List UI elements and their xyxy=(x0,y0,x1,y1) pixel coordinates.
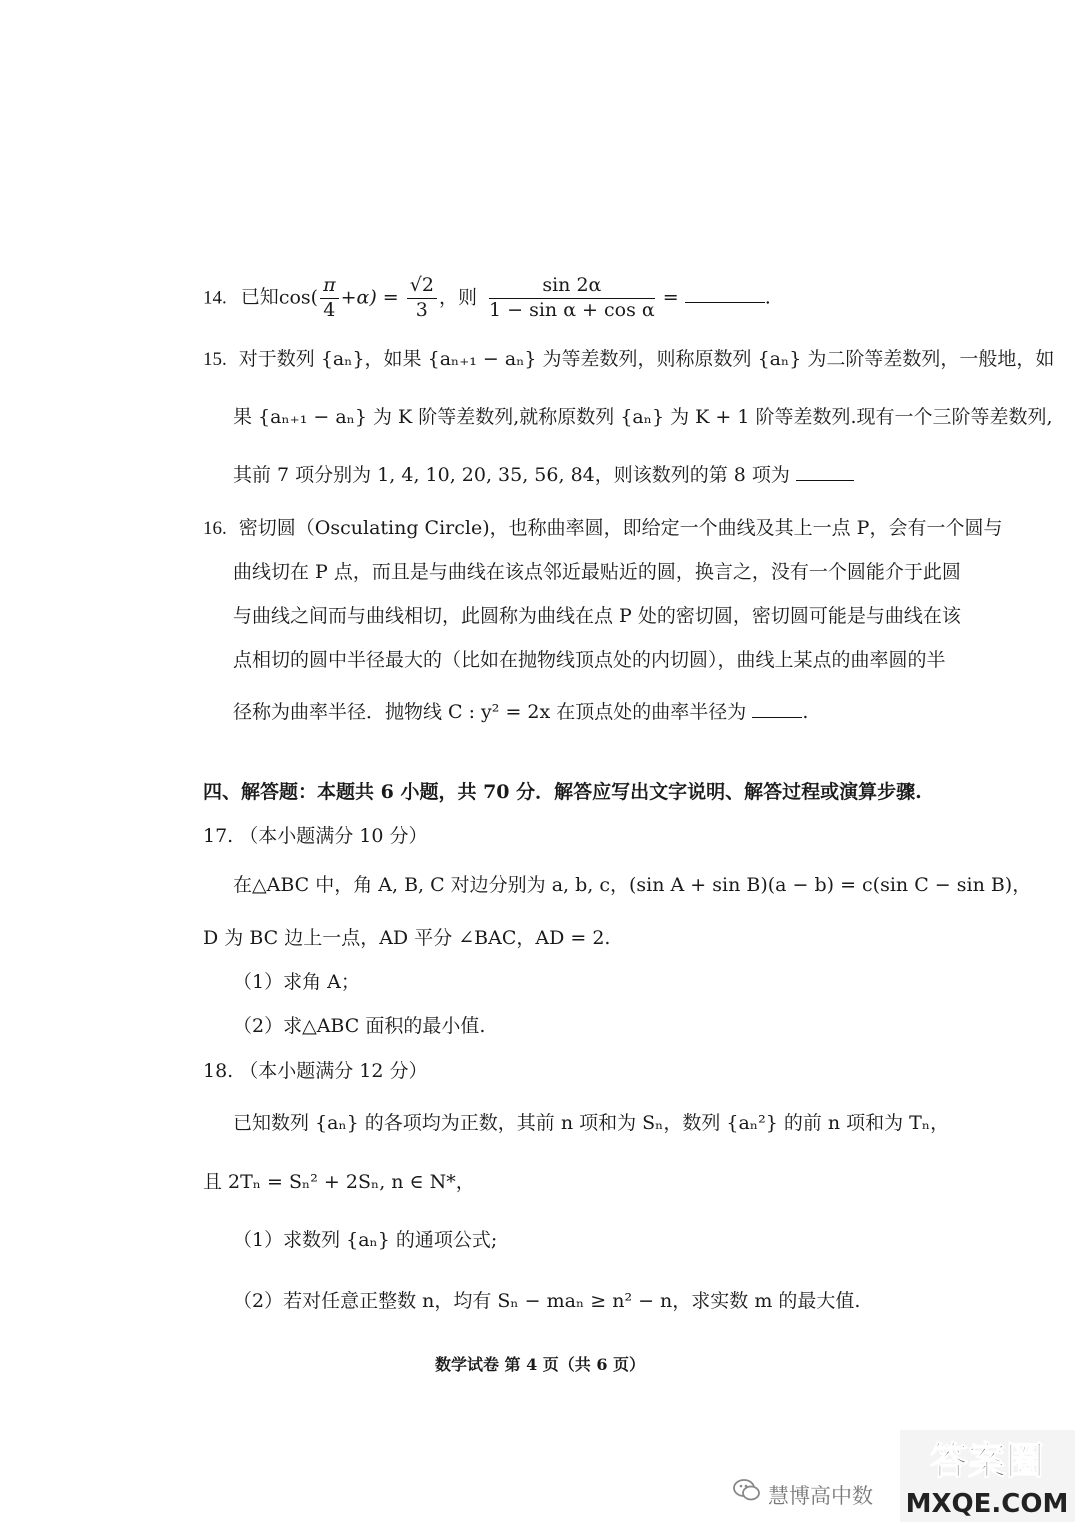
wechat-icon xyxy=(733,1478,761,1502)
svg-text:MXQE.COM: MXQE.COM xyxy=(905,1489,1069,1519)
q15-line3: 其前 7 项分别为 1, 4, 10, 20, 35, 56, 84，则该数列的第 8 项为 xyxy=(233,466,854,485)
mxqe-logo xyxy=(900,1430,1075,1522)
q18-line2: 且 2Tₙ = Sₙ² + 2Sₙ, n ∈ N*， xyxy=(203,1171,475,1193)
q17-line1: 在△ABC 中，角 A, B, C 对边分别为 a, b, c，(sin A + sin B)(a − b) = c(sin C − sin B)， xyxy=(233,874,1032,896)
q18-part1: （1）求数列 {aₙ} 的通项公式; xyxy=(233,1229,498,1251)
q16-line5: 径称为曲率半径．抛物线 C : y² = 2x 在顶点处的曲率半径为 . xyxy=(233,701,809,723)
q15-line1: 15. 对于数列 {aₙ}，如果 {aₙ₊₁ − aₙ} 为等差数列，则称原数列 {aₙ} 为二阶等差数列，一般地，如 xyxy=(203,348,1055,370)
q17-part1: （1）求角 A； xyxy=(233,971,360,993)
q16-line4: 点相切的圆中半径最大的（比如在抛物线顶点处的内切圆），曲线上某点的曲率圆的半 xyxy=(233,649,946,671)
pi-over-4: $\frac{\pi}{4}$ xyxy=(320,274,339,323)
q16-line3: 与曲线之间而与曲线相切，此圆称为曲线在点 P 处的密切圆，密切圆可能是与曲线在该 xyxy=(233,605,961,627)
answer-blank-16[interactable] xyxy=(752,716,802,718)
q17-part2: （2）求△ABC 面积的最小值. xyxy=(233,1015,486,1037)
q14: 14. 已知cos( $\frac{\pi}{4}$ +α) = $\frac{√2}{3}$ ，则 $\frac{\sin 2\alpha}{\text{1 − sin α + cos α}}$ = . xyxy=(203,274,771,321)
q15-line2: 果 {aₙ₊₁ − aₙ} 为 K 阶等差数列,就称原数列 {aₙ} 为 K + 1 阶等差数列.现有一个三阶等差数列, xyxy=(233,406,1053,428)
q18-line1: 已知数列 {aₙ} 的各项均为正数，其前 n 项和为 Sₙ，数列 {aₙ²} 的前 n 项和为 Tₙ， xyxy=(233,1112,950,1134)
main-fraction: $\frac{\sin 2\alpha}{\text{1 − sin α + cos α}}$ xyxy=(489,274,655,321)
page-footer: 数学试卷 第 4 页（共 6 页） xyxy=(434,1355,646,1374)
watermark-text: 慧博高中数 xyxy=(768,1484,873,1508)
answer-blank-15[interactable] xyxy=(796,479,854,481)
svg-text:答案圈: 答案圈 xyxy=(929,1439,1045,1483)
answer-blank-14[interactable] xyxy=(685,301,765,303)
section-4-title: 四、解答题：本题共 6 小题，共 70 分．解答应写出文字说明、解答过程或演算步骤. xyxy=(203,781,922,803)
q17-head: 17. （本小题满分 10 分） xyxy=(203,825,428,847)
sqrt2-over-3: $\frac{√2}{3}$ xyxy=(407,274,437,323)
q18-head: 18. （本小题满分 12 分） xyxy=(203,1060,428,1082)
q16-line2: 曲线切在 P 点，而且是与曲线在该点邻近最贴近的圆，换言之，没有一个圆能介于此圆 xyxy=(233,561,961,583)
q17-line2: D 为 BC 边上一点，AD 平分 ∠BAC，AD = 2. xyxy=(203,927,611,949)
q18-part2: （2）若对任意正整数 n，均有 Sₙ − maₙ ≥ n² − n，求实数 m 的最大值. xyxy=(233,1290,861,1312)
q16-line1: 16. 密切圆（Osculating Circle)，也称曲率圆，即给定一个曲线及其上一点 P，会有一个圆与 xyxy=(203,517,1003,539)
